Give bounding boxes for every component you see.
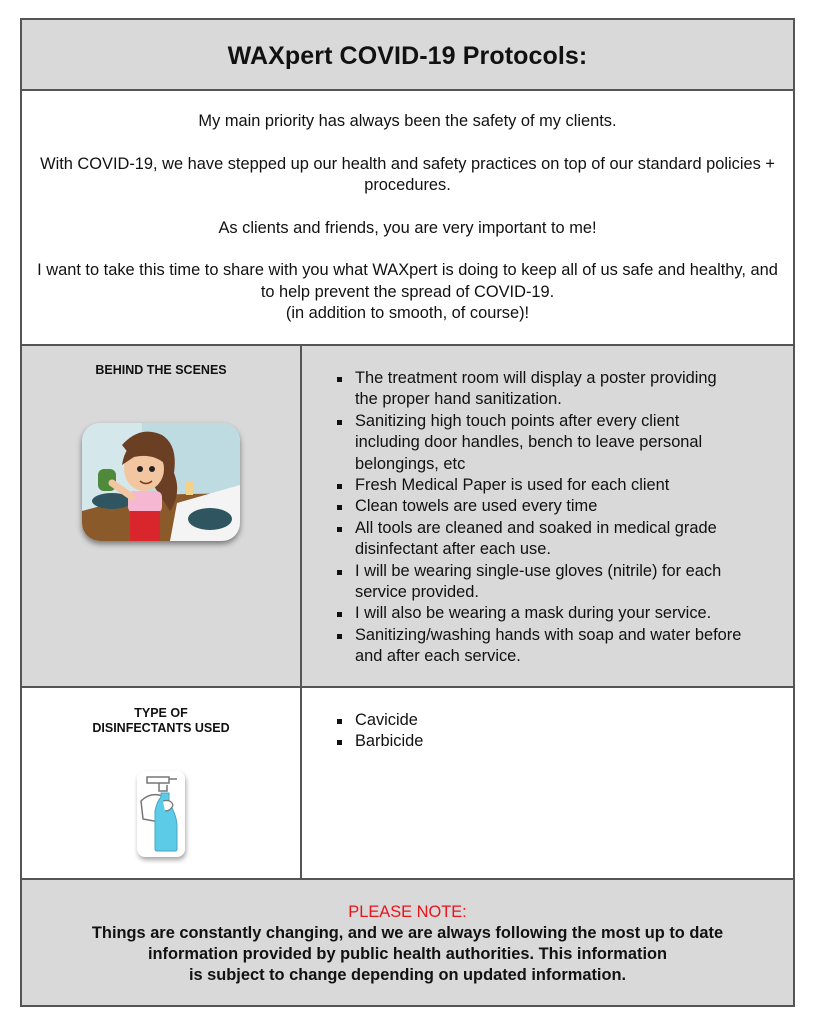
- intro-section: [22, 89, 793, 344]
- note-body: [22, 923, 793, 986]
- behind-the-scenes-row: [22, 344, 793, 686]
- disinfectants-label-line: TYPE OF: [134, 706, 188, 720]
- list-item: Cavicide: [302, 710, 793, 731]
- header-row: [22, 20, 793, 89]
- disinfectants-list: [302, 688, 793, 753]
- intro-paragraph: With COVID-19, we have stepped up our health and safety practices on top of our standard policies + procedures.: [40, 154, 775, 194]
- behind-the-scenes-label-cell: [22, 346, 302, 686]
- note-line: Things are constantly changing, and we are always following the most up to date: [91, 924, 724, 942]
- disinfectants-label-cell: [22, 688, 302, 878]
- list-item: The treatment room will display a poster providing the proper hand sanitization.: [302, 368, 742, 411]
- note-section: [22, 878, 793, 1005]
- list-item: All tools are cleaned and soaked in medical grade disinfectant after each use.: [302, 518, 742, 561]
- list-item: Barbicide: [302, 731, 793, 752]
- behind-the-scenes-list: [302, 346, 742, 668]
- disinfectants-list-cell: [302, 688, 793, 878]
- list-item: I will be wearing single-use gloves (nitrile) for each service provided.: [302, 561, 742, 604]
- behind-the-scenes-label: BEHIND THE SCENES: [95, 363, 227, 377]
- disinfectants-row: [22, 686, 793, 878]
- cleaning-illustration: [82, 423, 240, 541]
- list-item: I will also be wearing a mask during your service.: [302, 603, 742, 624]
- disinfectants-label: [22, 706, 300, 736]
- note-line: information provided by public health authorities. This information: [147, 945, 668, 963]
- disinfectants-label-line: DISINFECTANTS USED: [92, 721, 230, 735]
- list-item: Sanitizing high touch points after every client including door handles, bench to leave personal belongings, etc: [302, 411, 742, 475]
- spray-bottle-icon: [137, 771, 185, 857]
- intro-paragraph: My main priority has always been the safety of my clients.: [198, 112, 617, 130]
- behind-the-scenes-list-cell: [302, 346, 793, 686]
- intro-paragraph: (in addition to smooth, of course)!: [285, 304, 530, 322]
- cleaning-illustration-graphic: [82, 423, 240, 541]
- protocols-table: [20, 18, 795, 1007]
- intro-paragraph: As clients and friends, you are very important to me!: [218, 218, 597, 237]
- note-line: is subject to change depending on updated information.: [188, 966, 627, 984]
- list-item: Sanitizing/washing hands with soap and water before and after each service.: [302, 625, 742, 668]
- intro-paragraph: I want to take this time to share with you what WAXpert is doing to keep all of us safe and healthy, and to help prevent the spread of COVID-19.: [37, 261, 778, 301]
- page-title: WAXpert COVID-19 Protocols:: [227, 42, 588, 70]
- list-item: Fresh Medical Paper is used for each client: [302, 475, 742, 496]
- note-title: PLEASE NOTE:: [348, 903, 467, 921]
- list-item: Clean towels are used every time: [302, 496, 742, 517]
